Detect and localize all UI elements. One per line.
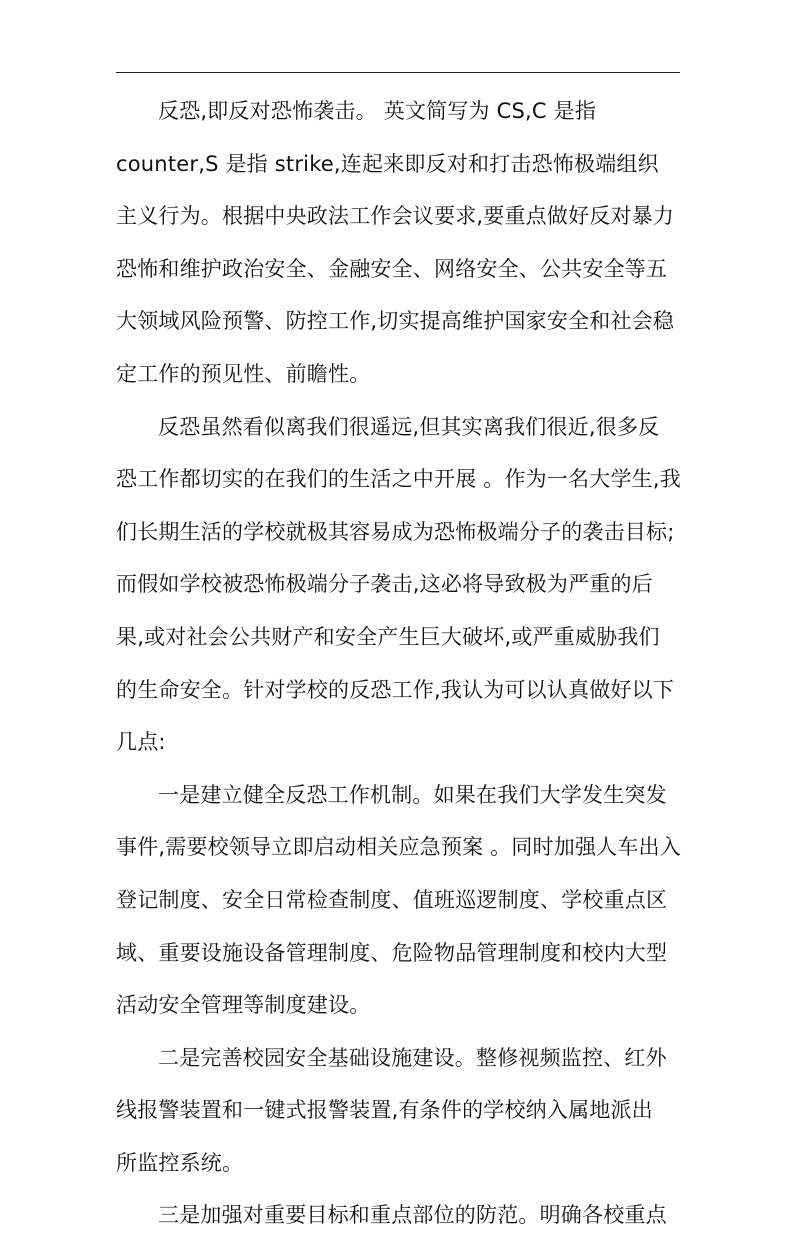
text-line: 事件,需要校领导立即启动相关应急预案 。同时加强人车出入 — [116, 835, 681, 860]
text-line: 所监控系统。 — [116, 1150, 244, 1175]
text-line: 线报警装置和一键式报警装置,有条件的学校纳入属地派出 — [116, 1098, 653, 1123]
text-line: 活动安全管理等制度建设。 — [116, 993, 371, 1018]
text-line: 域、重要设施设备管理制度、危险物品管理制度和校内大型 — [116, 940, 668, 965]
text-line: 恐怖和维护政治安全、金融安全、网络安全、公共安全等五 — [116, 256, 668, 281]
text-line: 主义行为。根据中央政法工作会议要求,要重点做好反对暴力 — [116, 204, 675, 229]
text-line: 大领域风险预警、防控工作,切实提高维护国家安全和社会稳 — [116, 309, 675, 334]
text-line: 的生命安全。针对学校的反恐工作,我认为可以认真做好以下 — [116, 677, 675, 702]
text-line: 而假如学校被恐怖极端分子袭击,这必将导致极为严重的后 — [116, 572, 653, 597]
body-text — [116, 85, 686, 1242]
header-rule — [116, 72, 680, 73]
text-line: 几点: — [116, 730, 166, 755]
text-line: 反恐虽然看似离我们很遥远,但其实离我们很近,很多反 — [158, 414, 660, 439]
text-line: 一是建立健全反恐工作机制。如果在我们大学发生突发 — [158, 782, 667, 807]
text-line: 恐工作都切实的在我们的生活之中开展 。作为一名大学生,我 — [116, 467, 681, 492]
text-line: 登记制度、安全日常检查制度、值班巡逻制度、学校重点区 — [116, 887, 668, 912]
text-line: 三是加强对重要目标和重点部位的防范。明确各校重点 — [158, 1203, 667, 1228]
text-line: 定工作的预见性、前瞻性。 — [116, 361, 371, 386]
text-line: 果,或对社会公共财产和安全产生巨大破坏,或严重威胁我们 — [116, 624, 660, 649]
text-line: counter,S 是指 strike,连起来即反对和打击恐怖极端组织 — [116, 151, 659, 176]
text-line: 二是完善校园安全基础设施建设。整修视频监控、红外 — [158, 1045, 667, 1070]
text-line: 反恐,即反对恐怖袭击。 英文简写为 CS,C 是指 — [158, 99, 597, 123]
text-line: 们长期生活的学校就极其容易成为恐怖极端分子的袭击目标; — [116, 519, 675, 544]
